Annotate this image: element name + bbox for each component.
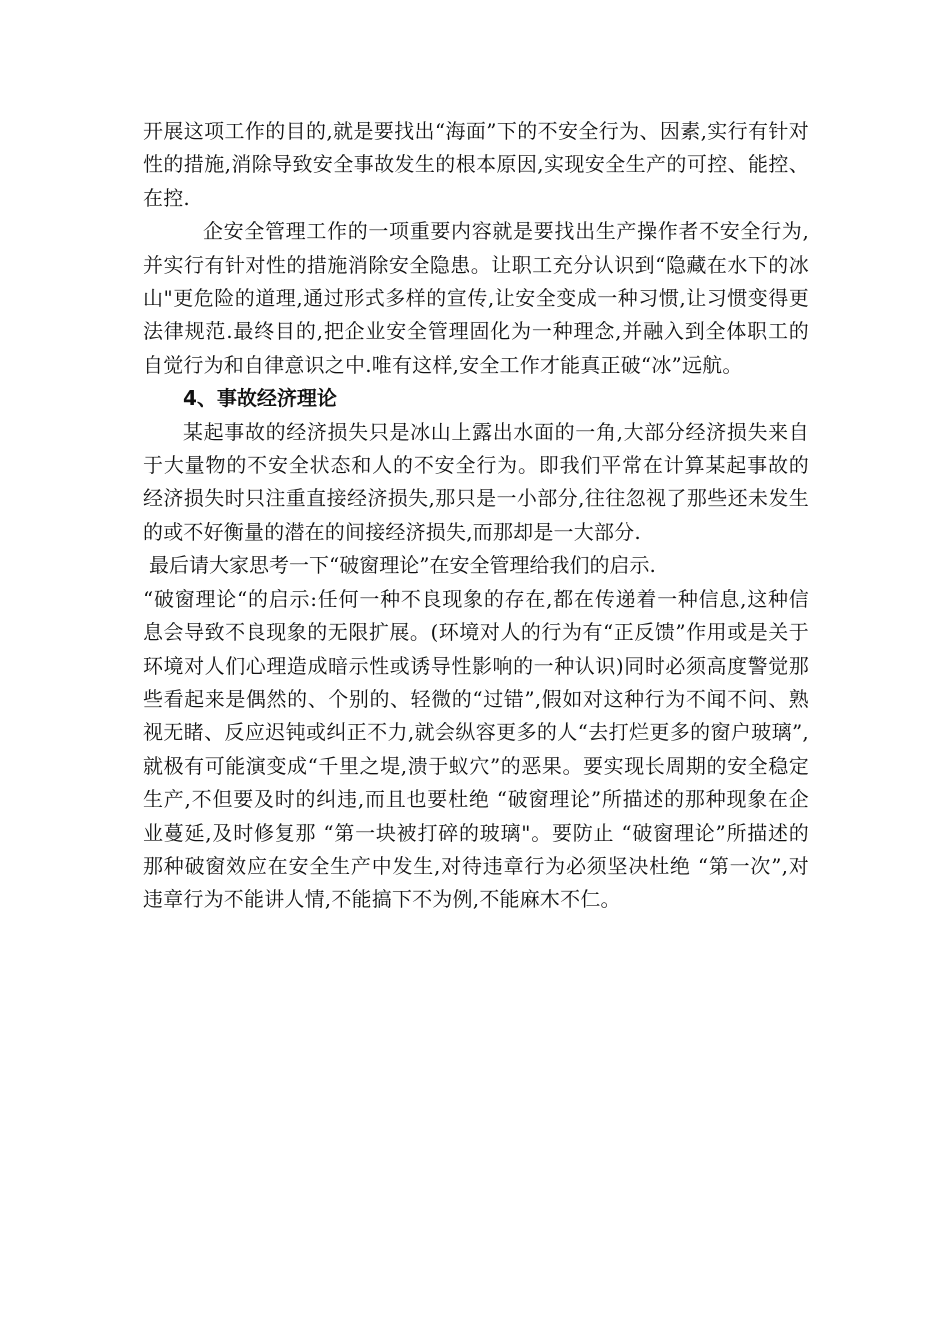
paragraph-broken-window-prompt: 最后请大家思考一下“破窗理论”在安全管理给我们的启示. (149, 553, 656, 578)
paragraph-goal: 开展这项工作的目的,就是要找出“海面”下的不安全行为、因素,实行有针对性的措施,消除导致安全事故发生的根本原因,实现安全生产的可控、能控、在控. (143, 119, 809, 210)
document-body (143, 115, 809, 917)
paragraph-economic-loss: 某起事故的经济损失只是冰山上露出水面的一角,大部分经济损失来自于大量物的不安全状态和人的不安全行为。即我们平常在计算某起事故的经济损失时只注重直接经济损失,那只是一小部分,往往忽视了那些还未发生的或不好衡量的潜在的间接经济损失,而那却是一大部分. (143, 419, 809, 544)
paragraph-safety-management: 企安全管理工作的一项重要内容就是要找出生产操作者不安全行为,并实行有针对性的措施消除安全隐患。让职工充分认识到“隐藏在水下的冰山"更危险的道理,通过形式多样的宣传,让安全变成一种习惯,让习惯变得更法律规范.最终目的,把企业安全管理固化为一种理念,并融入到全体职工的自觉行为和自律意识之中.唯有这样,安全工作才能真正破“冰”远航。 (143, 219, 809, 377)
paragraph-broken-window-theory: “破窗理论“的启示:任何一种不良现象的存在,都在传递着一种信息,这种信息会导致不良现象的无限扩展。(环境对人的行为有“正反馈”作用或是关于环境对人们心理造成暗示性或诱导性影响的一种认识)同时必须高度警觉那些看起来是偶然的、个别的、轻微的“过错”,假如对这种行为不闻不问、熟视无睹、反应迟钝或纠正不力,就会纵容更多的人“去打烂更多的窗户玻璃”,就极有可能演变成“千里之堤,溃于蚁穴”的恶果。要实现长周期的安全稳定生产,不但要及时的纠违,而且也要杜绝 “破窗理论”所描述的那种现象在企业蔓延,及时修复那 “第一块被打碎的玻璃"。要防止 “破窗理论”所描述的那种破窗效应在安全生产中发生,对待违章行为必须坚决杜绝 “第一次”,对违章行为不能讲人情,不能搞下不为例,不能麻木不仁。 (143, 586, 809, 912)
section-heading-accident-economics: 4、事故经济理论 (183, 386, 337, 411)
